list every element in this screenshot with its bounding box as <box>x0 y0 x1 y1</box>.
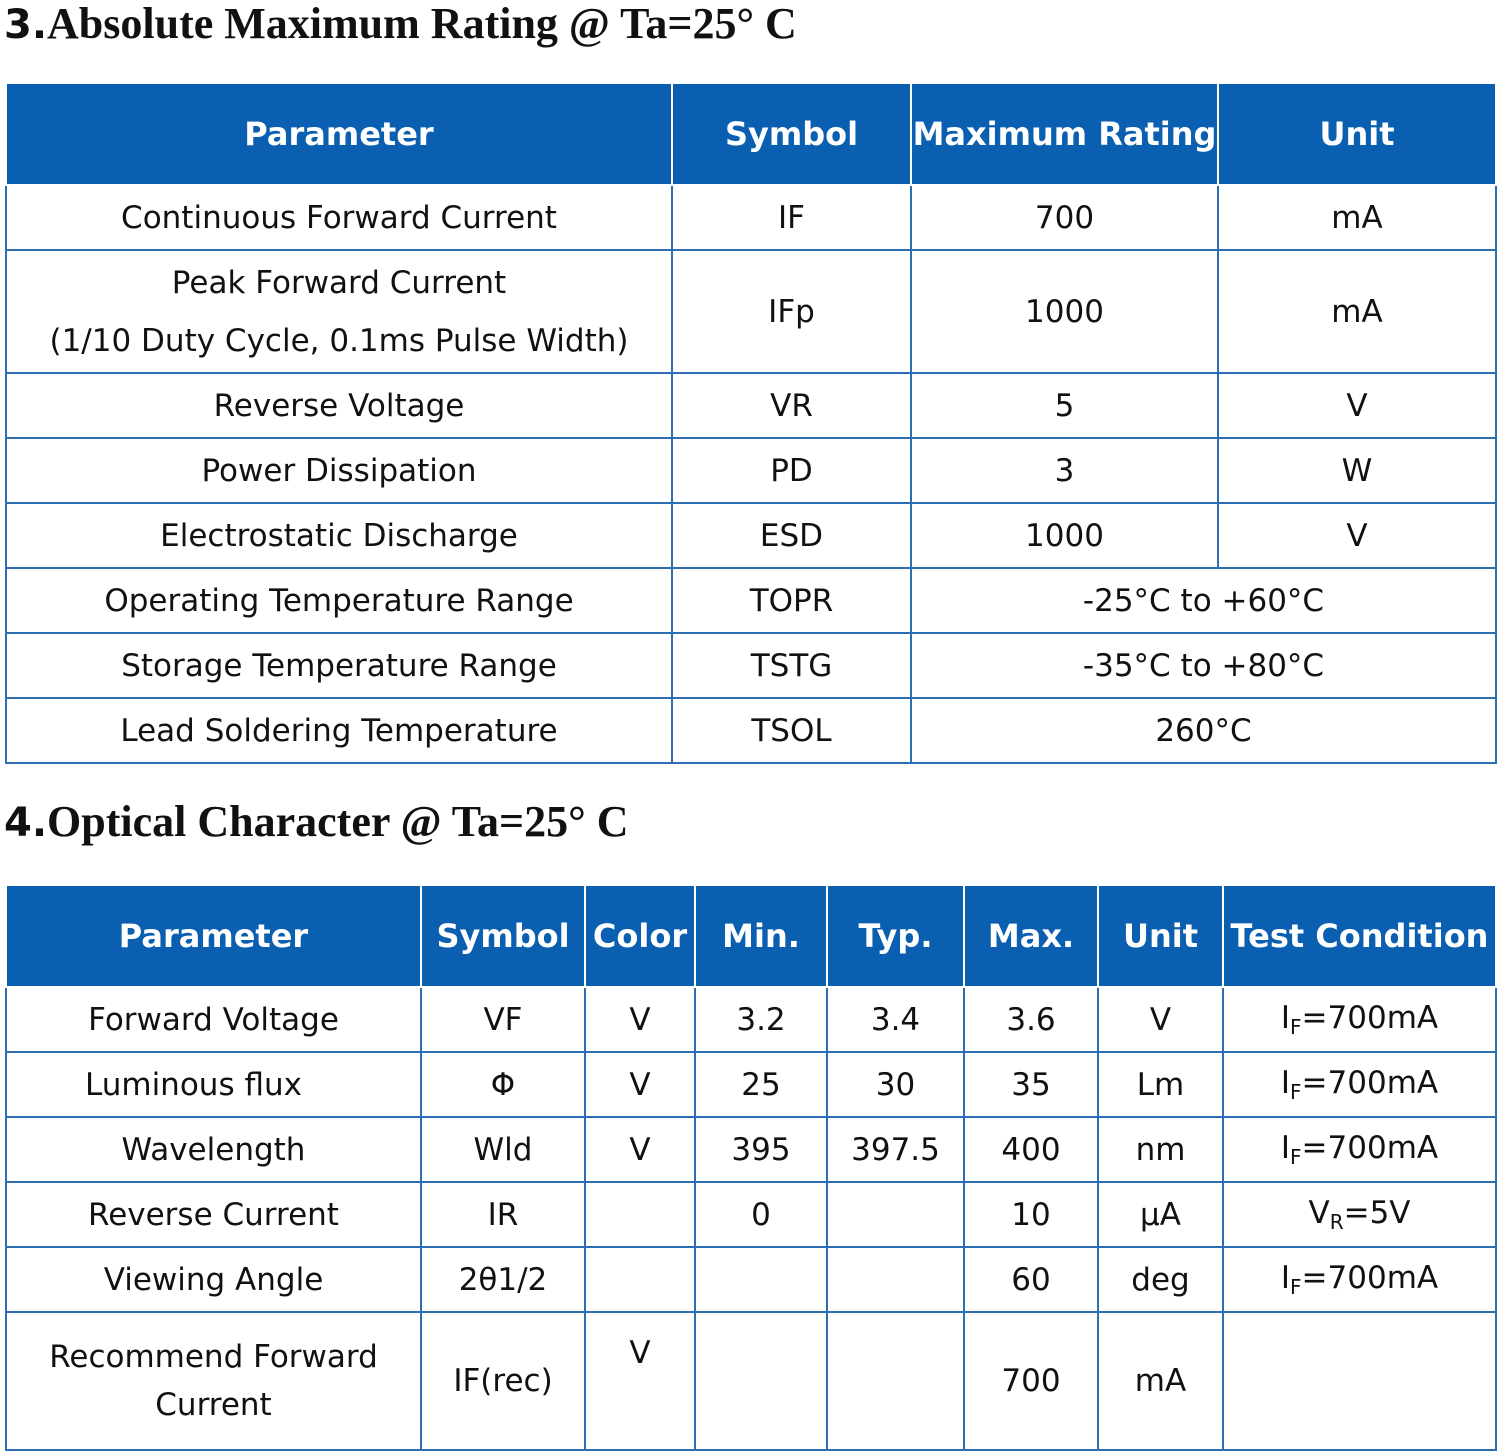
min-cell <box>695 1247 827 1312</box>
min-cell: 0 <box>695 1182 827 1247</box>
symbol-cell: ESD <box>672 503 911 568</box>
symbol-cell: TSOL <box>672 698 911 763</box>
cond-main: V <box>1308 1195 1330 1231</box>
max-cell: 60 <box>964 1247 1098 1312</box>
symbol-cell: VF <box>421 987 585 1052</box>
optical-character-table <box>5 884 1497 1451</box>
color-cell: V <box>585 1052 695 1117</box>
typ-cell: 3.4 <box>827 987 964 1052</box>
table-row <box>6 250 1496 373</box>
unit-cell: W <box>1218 438 1496 503</box>
symbol-cell: VR <box>672 373 911 438</box>
cond-sub: F <box>1290 1080 1302 1104</box>
parameter-text: Peak Forward Current <box>171 264 507 301</box>
unit-cell: V <box>1218 503 1496 568</box>
section-4-number: 4. <box>4 800 48 846</box>
symbol-cell: TOPR <box>672 568 911 633</box>
cond-sub: R <box>1329 1210 1344 1234</box>
symbol-cell: IR <box>421 1182 585 1247</box>
cond-main: I <box>1280 1260 1291 1296</box>
unit-cell: mA <box>1218 185 1496 250</box>
typ-cell <box>827 1312 964 1450</box>
table-row <box>6 1182 1496 1247</box>
col-header-min: Min. <box>695 885 827 987</box>
table-row <box>6 503 1496 568</box>
cond-rest: =5V <box>1343 1195 1411 1231</box>
symbol-cell: IFp <box>672 250 911 373</box>
symbol-cell: Φ <box>421 1052 585 1117</box>
table-row <box>6 1312 1496 1450</box>
parameter-cell <box>6 250 672 373</box>
section-3-number: 3. <box>4 2 48 48</box>
rating-cell: 700 <box>911 185 1218 250</box>
section-3-title: Absolute Maximum Rating @ Ta=25° C <box>47 0 797 48</box>
color-cell: V <box>585 1312 695 1450</box>
table-row <box>6 987 1496 1052</box>
col-header-maximum-rating: Maximum Rating <box>911 83 1218 185</box>
unit-cell: deg <box>1098 1247 1223 1312</box>
parameter-cell: Forward Voltage <box>6 987 421 1052</box>
table-row <box>6 568 1496 633</box>
parameter-cell: Wavelength <box>6 1117 421 1182</box>
symbol-cell: TSTG <box>672 633 911 698</box>
parameter-note: (1/10 Duty Cycle, 0.1ms Pulse Width) <box>49 322 629 359</box>
color-cell: V <box>585 987 695 1052</box>
max-cell: 35 <box>964 1052 1098 1117</box>
parameter-cell <box>6 1312 421 1450</box>
test-condition-cell <box>1223 987 1496 1052</box>
rating-cell: -35°C to +80°C <box>911 633 1496 698</box>
parameter-line-1: Recommend Forward <box>49 1338 378 1375</box>
col-header-typ: Typ. <box>827 885 964 987</box>
unit-cell: V <box>1098 987 1223 1052</box>
min-cell: 395 <box>695 1117 827 1182</box>
parameter-cell: Continuous Forward Current <box>6 185 672 250</box>
min-cell: 3.2 <box>695 987 827 1052</box>
table-row <box>6 698 1496 763</box>
parameter-cell: Electrostatic Discharge <box>6 503 672 568</box>
col-header-max: Max. <box>964 885 1098 987</box>
section-3-heading <box>4 2 797 46</box>
rating-cell: 3 <box>911 438 1218 503</box>
unit-cell: Lm <box>1098 1052 1223 1117</box>
min-cell <box>695 1312 827 1450</box>
col-header-unit: Unit <box>1218 83 1496 185</box>
parameter-cell: Power Dissipation <box>6 438 672 503</box>
color-cell <box>585 1182 695 1247</box>
test-condition-cell <box>1223 1182 1496 1247</box>
typ-cell <box>827 1247 964 1312</box>
cond-rest: =700mA <box>1301 1260 1439 1296</box>
cond-sub: F <box>1290 1015 1302 1039</box>
col-header-parameter: Parameter <box>6 83 672 185</box>
typ-cell <box>827 1182 964 1247</box>
cond-sub: F <box>1290 1145 1302 1169</box>
unit-cell: mA <box>1098 1312 1223 1450</box>
rating-cell: 260°C <box>911 698 1496 763</box>
col-header-unit: Unit <box>1098 885 1223 987</box>
parameter-cell: Storage Temperature Range <box>6 633 672 698</box>
parameter-cell: Reverse Voltage <box>6 373 672 438</box>
col-header-color: Color <box>585 885 695 987</box>
table-row <box>6 1117 1496 1182</box>
unit-cell: nm <box>1098 1117 1223 1182</box>
table-header-row <box>6 885 1496 987</box>
rating-cell: 1000 <box>911 250 1218 373</box>
table-header-row <box>6 83 1496 185</box>
table-row <box>6 1052 1496 1117</box>
cond-sub: F <box>1290 1275 1302 1299</box>
typ-cell: 397.5 <box>827 1117 964 1182</box>
table-row <box>6 438 1496 503</box>
max-cell: 10 <box>964 1182 1098 1247</box>
unit-cell: mA <box>1218 250 1496 373</box>
rating-cell: 5 <box>911 373 1218 438</box>
cond-rest: =700mA <box>1301 1000 1439 1036</box>
parameter-cell: Viewing Angle <box>6 1247 421 1312</box>
table-row <box>6 373 1496 438</box>
col-header-parameter: Parameter <box>6 885 421 987</box>
parameter-cell: Lead Soldering Temperature <box>6 698 672 763</box>
max-cell: 700 <box>964 1312 1098 1450</box>
parameter-cell: Reverse Current <box>6 1182 421 1247</box>
test-condition-cell <box>1223 1117 1496 1182</box>
table-row <box>6 633 1496 698</box>
cond-main: I <box>1280 1000 1291 1036</box>
absolute-max-rating-table <box>5 82 1497 764</box>
symbol-cell: 2θ1/2 <box>421 1247 585 1312</box>
test-condition-cell <box>1223 1052 1496 1117</box>
min-cell: 25 <box>695 1052 827 1117</box>
max-cell: 400 <box>964 1117 1098 1182</box>
unit-cell: μA <box>1098 1182 1223 1247</box>
test-condition-cell <box>1223 1312 1496 1450</box>
color-cell <box>585 1247 695 1312</box>
rating-cell: -25°C to +60°C <box>911 568 1496 633</box>
table-row <box>6 1247 1496 1312</box>
col-header-symbol: Symbol <box>672 83 911 185</box>
symbol-cell: PD <box>672 438 911 503</box>
test-condition-cell <box>1223 1247 1496 1312</box>
cond-rest: =700mA <box>1301 1130 1439 1166</box>
max-cell: 3.6 <box>964 987 1098 1052</box>
section-4-title: Optical Character @ Ta=25° C <box>47 797 629 846</box>
symbol-cell: Wld <box>421 1117 585 1182</box>
typ-cell: 30 <box>827 1052 964 1117</box>
symbol-cell: IF(rec) <box>421 1312 585 1450</box>
cond-rest: =700mA <box>1301 1065 1439 1101</box>
rating-cell: 1000 <box>911 503 1218 568</box>
parameter-cell: Luminous flux <box>6 1052 421 1117</box>
cond-main: I <box>1280 1065 1291 1101</box>
parameter-line-2: Current <box>155 1387 272 1423</box>
cond-main: I <box>1280 1130 1291 1166</box>
col-header-symbol: Symbol <box>421 885 585 987</box>
table-row <box>6 185 1496 250</box>
symbol-cell: IF <box>672 185 911 250</box>
col-header-test-condition: Test Condition <box>1223 885 1496 987</box>
color-cell: V <box>585 1117 695 1182</box>
parameter-cell: Operating Temperature Range <box>6 568 672 633</box>
section-4-heading <box>4 797 629 846</box>
unit-cell: V <box>1218 373 1496 438</box>
